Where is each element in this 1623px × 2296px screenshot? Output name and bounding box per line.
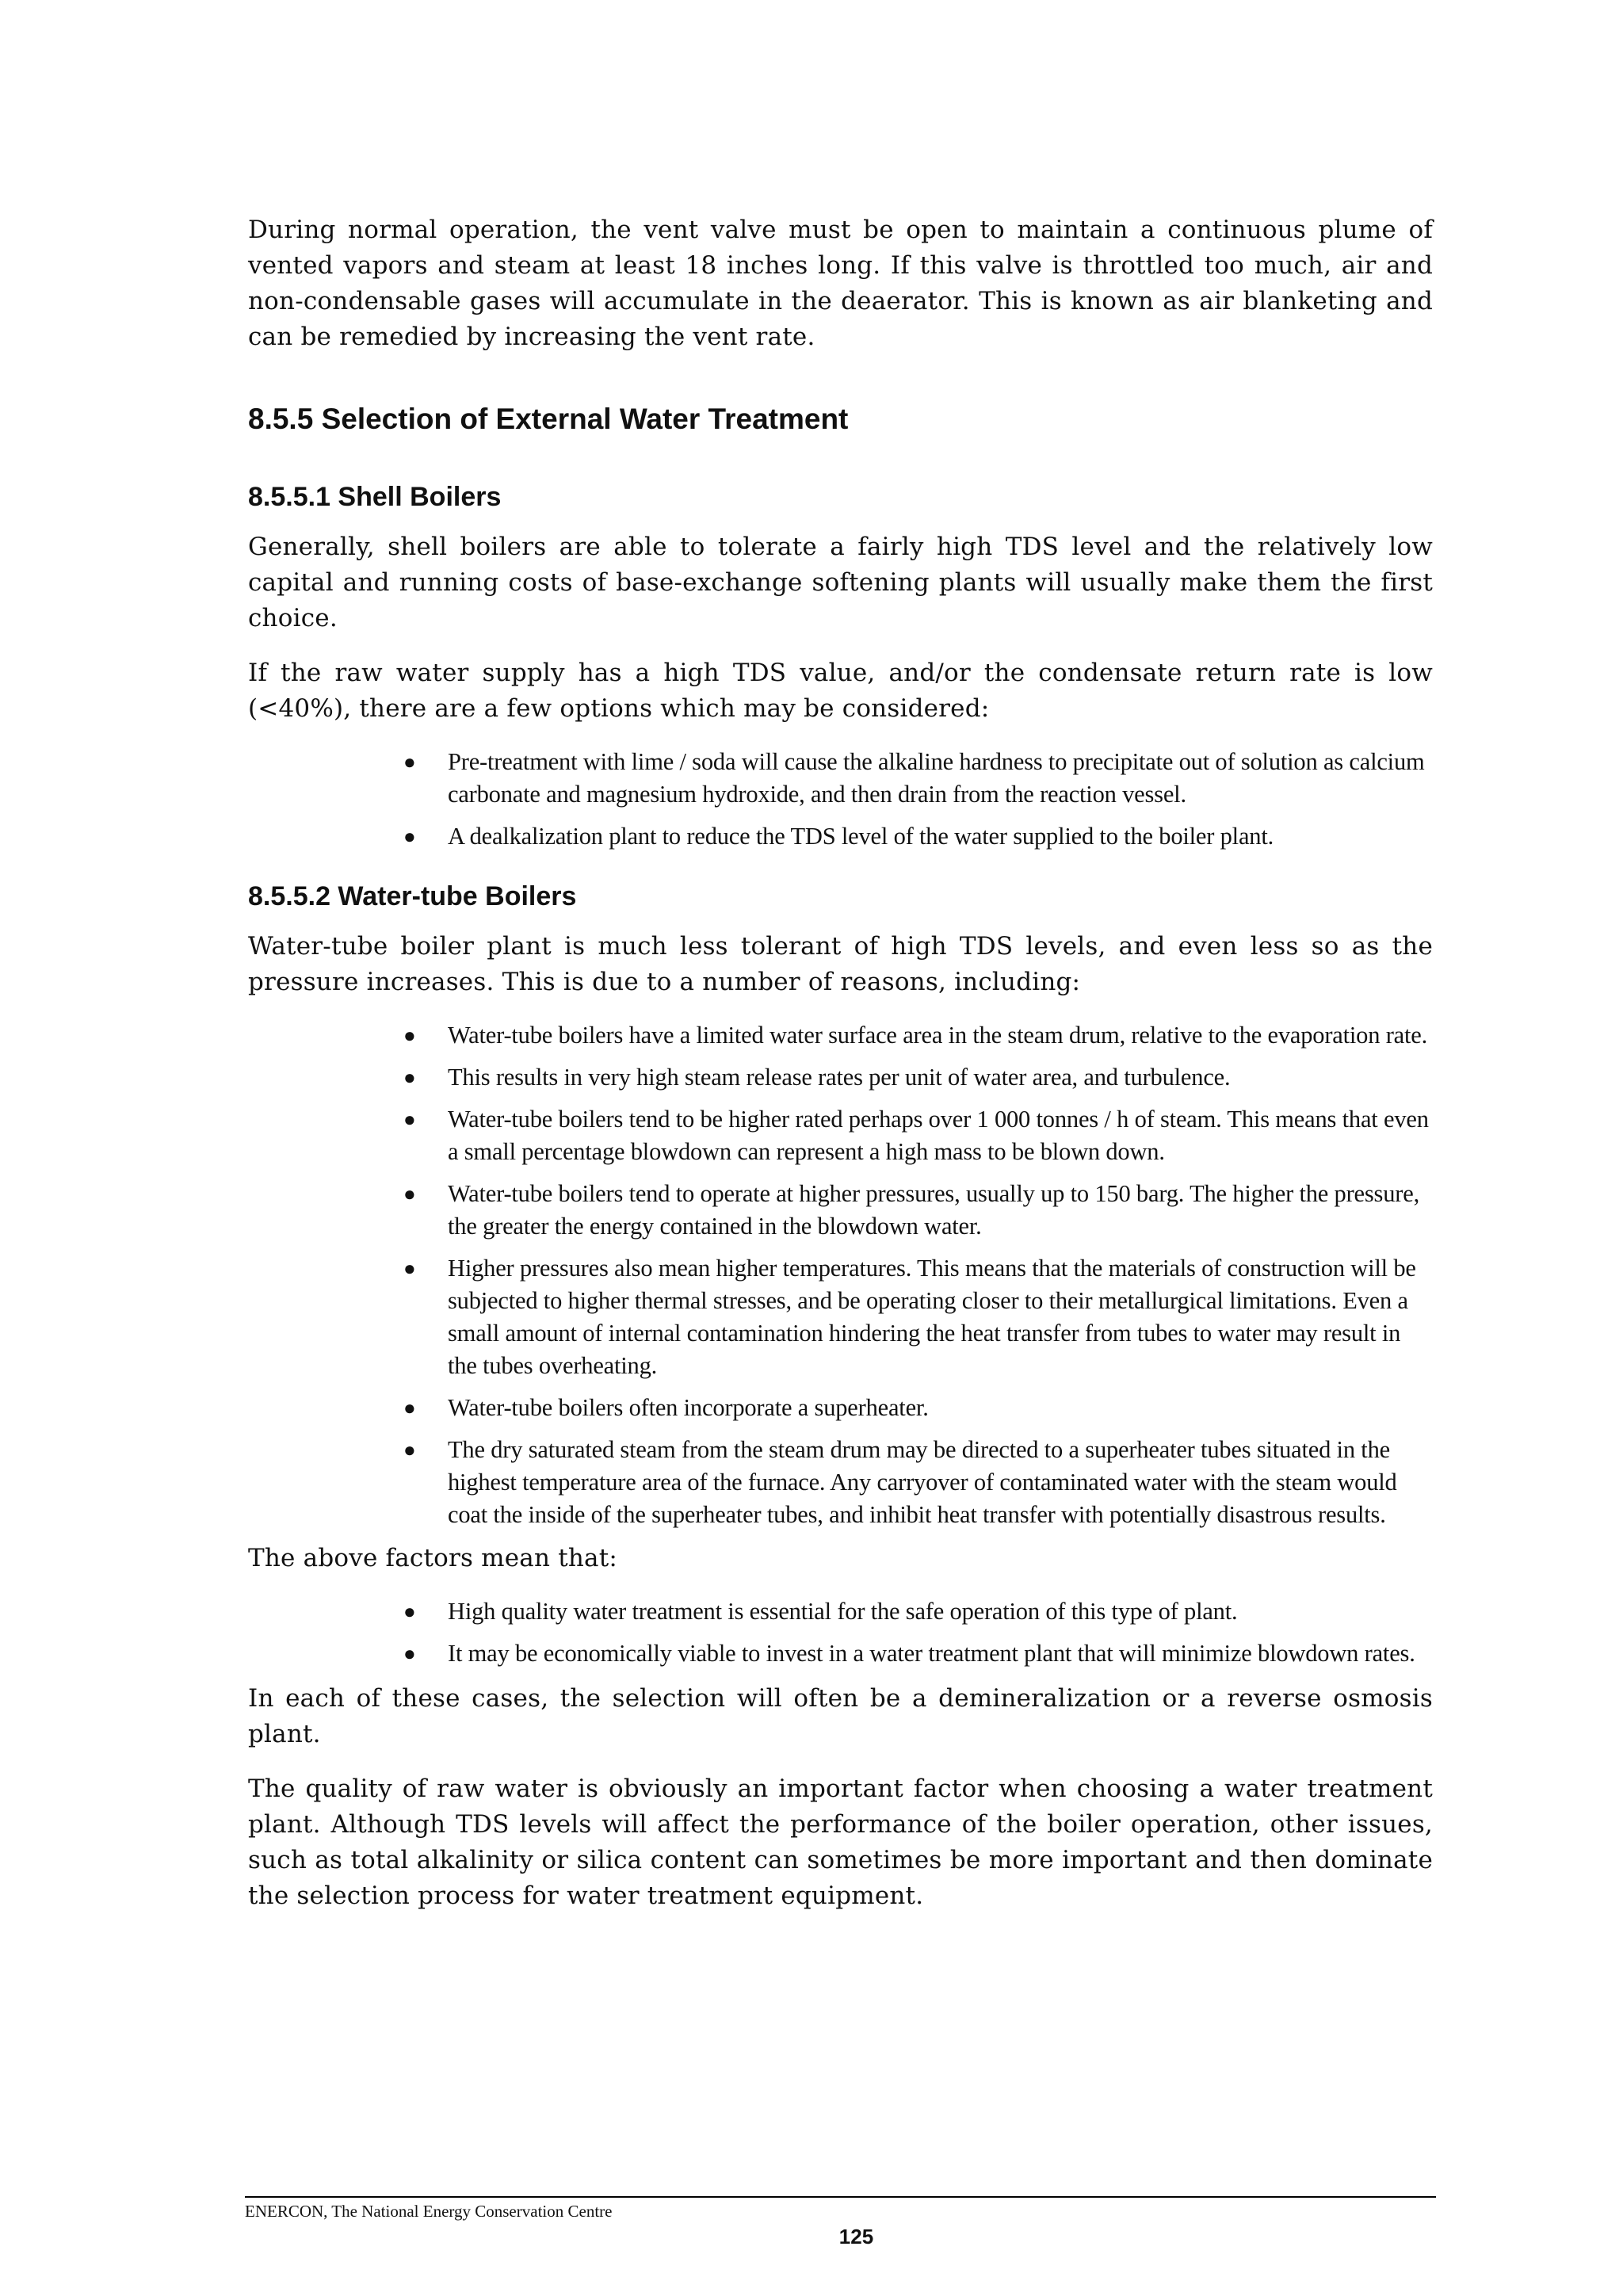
factors-list: [248, 1595, 1433, 1670]
list-item-text: High quality water treatment is essential for the safe operation of this type of plant.: [448, 1598, 1238, 1625]
list-item: [403, 1252, 1433, 1382]
list-item: [403, 1434, 1433, 1531]
footer-organization: ENERCON, The National Energy Conservation Centre: [245, 2202, 613, 2221]
shell-boilers-options-list: [248, 746, 1433, 853]
list-item: [403, 1061, 1433, 1094]
shell-boilers-paragraph-2: If the raw water supply has a high TDS value, and/or the condensate return rate is low (<40%), there are a few options which may be considered:: [248, 659, 1433, 723]
water-tube-paragraph-3: The quality of raw water is obviously an important factor when choosing a water treatment plant. Although TDS levels will affect the performance of the boiler operation, other issues, such as total alkalinity or silica content can sometimes be more important and then dominate the selection process for water treatment equipment.: [248, 1775, 1433, 1910]
page-number: 125: [838, 2225, 874, 2248]
list-item-text: Water-tube boilers tend to operate at higher pressures, usually up to 150 barg. The higher the pressure, the greater the energy contained in the blowdown water.: [448, 1180, 1419, 1240]
list-item: [403, 746, 1433, 811]
list-item: [403, 1637, 1433, 1670]
bullet-icon: ●: [403, 1600, 416, 1623]
bullet-icon: ●: [403, 1066, 416, 1089]
bullet-icon: ●: [403, 1438, 416, 1461]
subsection-heading-water-tube-boilers: 8.5.5.2 Water-tube Boilers: [248, 881, 577, 911]
bullet-icon: ●: [403, 751, 416, 774]
bullet-icon: ●: [403, 1182, 416, 1205]
document-page: [248, 212, 1433, 1933]
list-item: [403, 1595, 1433, 1628]
list-item: [403, 1019, 1433, 1052]
list-item-text: A dealkalization plant to reduce the TDS level of the water supplied to the boiler plant.: [448, 823, 1274, 850]
section-heading: 8.5.5 Selection of External Water Treatment: [248, 403, 849, 435]
list-item-text: This results in very high steam release rates per unit of water area, and turbulence.: [448, 1064, 1231, 1091]
list-item-text: The dry saturated steam from the steam drum may be directed to a superheater tubes situated in the highest temperature area of the furnace. Any carryover of contaminated water with the steam would coat the inside of the superheater tubes, and inhibit heat transfer with potentially disastrous results.: [448, 1436, 1397, 1528]
list-item: [403, 820, 1433, 853]
list-item: [403, 1178, 1433, 1243]
shell-boilers-paragraph-1: Generally, shell boilers are able to tolerate a fairly high TDS level and the relatively low capital and running costs of base-exchange softening plants will usually make them the first choice.: [248, 533, 1433, 632]
water-tube-reasons-list: [248, 1019, 1433, 1531]
list-item-text: Pre-treatment with lime / soda will cause the alkaline hardness to precipitate out of solution as calcium carbonate and magnesium hydroxide, and then drain from the reaction vessel.: [448, 748, 1425, 808]
list-item-text: Water-tube boilers have a limited water surface area in the steam drum, relative to the evaporation rate.: [448, 1022, 1428, 1049]
page-footer: [245, 2196, 1436, 2249]
bullet-icon: ●: [403, 1257, 416, 1280]
subsection-heading-shell-boilers: 8.5.5.1 Shell Boilers: [248, 482, 502, 512]
list-item-text: It may be economically viable to invest in a water treatment plant that will minimize blowdown rates.: [448, 1640, 1415, 1667]
water-tube-paragraph-2: In each of these cases, the selection will often be a demineralization or a reverse osmosis plant.: [248, 1684, 1433, 1748]
list-item: [403, 1392, 1433, 1424]
intro-paragraph: During normal operation, the vent valve must be open to maintain a continuous plume of vented vapors and steam at least 18 inches long. If this valve is throttled too much, air and non-condensable gases will accumulate in the deaerator. This is known as air blanketing and can be remedied by increasing the vent rate.: [248, 216, 1433, 351]
list-item-text: Water-tube boilers often incorporate a superheater.: [448, 1394, 929, 1421]
bullet-icon: ●: [403, 1108, 416, 1131]
bullet-icon: ●: [403, 825, 416, 848]
list-item-text: Higher pressures also mean higher temperatures. This means that the materials of construction will be subjected to higher thermal stresses, and be operating closer to their metallurgical limitations. Even a small amount of internal contamination hindering the heat transfer from tubes to water may result in the tubes overheating.: [448, 1255, 1416, 1379]
bullet-icon: ●: [403, 1396, 416, 1419]
list-item: [403, 1103, 1433, 1168]
bullet-icon: ●: [403, 1642, 416, 1665]
water-tube-paragraph-1: Water-tube boiler plant is much less tolerant of high TDS levels, and even less so as the pressure increases. This is due to a number of reasons, including:: [248, 932, 1433, 996]
list-item-text: Water-tube boilers tend to be higher rated perhaps over 1 000 tonnes / h of steam. This means that even a small percentage blowdown can represent a high mass to be blown down.: [448, 1106, 1429, 1165]
factors-intro: The above factors mean that:: [248, 1544, 618, 1572]
bullet-icon: ●: [403, 1024, 416, 1047]
